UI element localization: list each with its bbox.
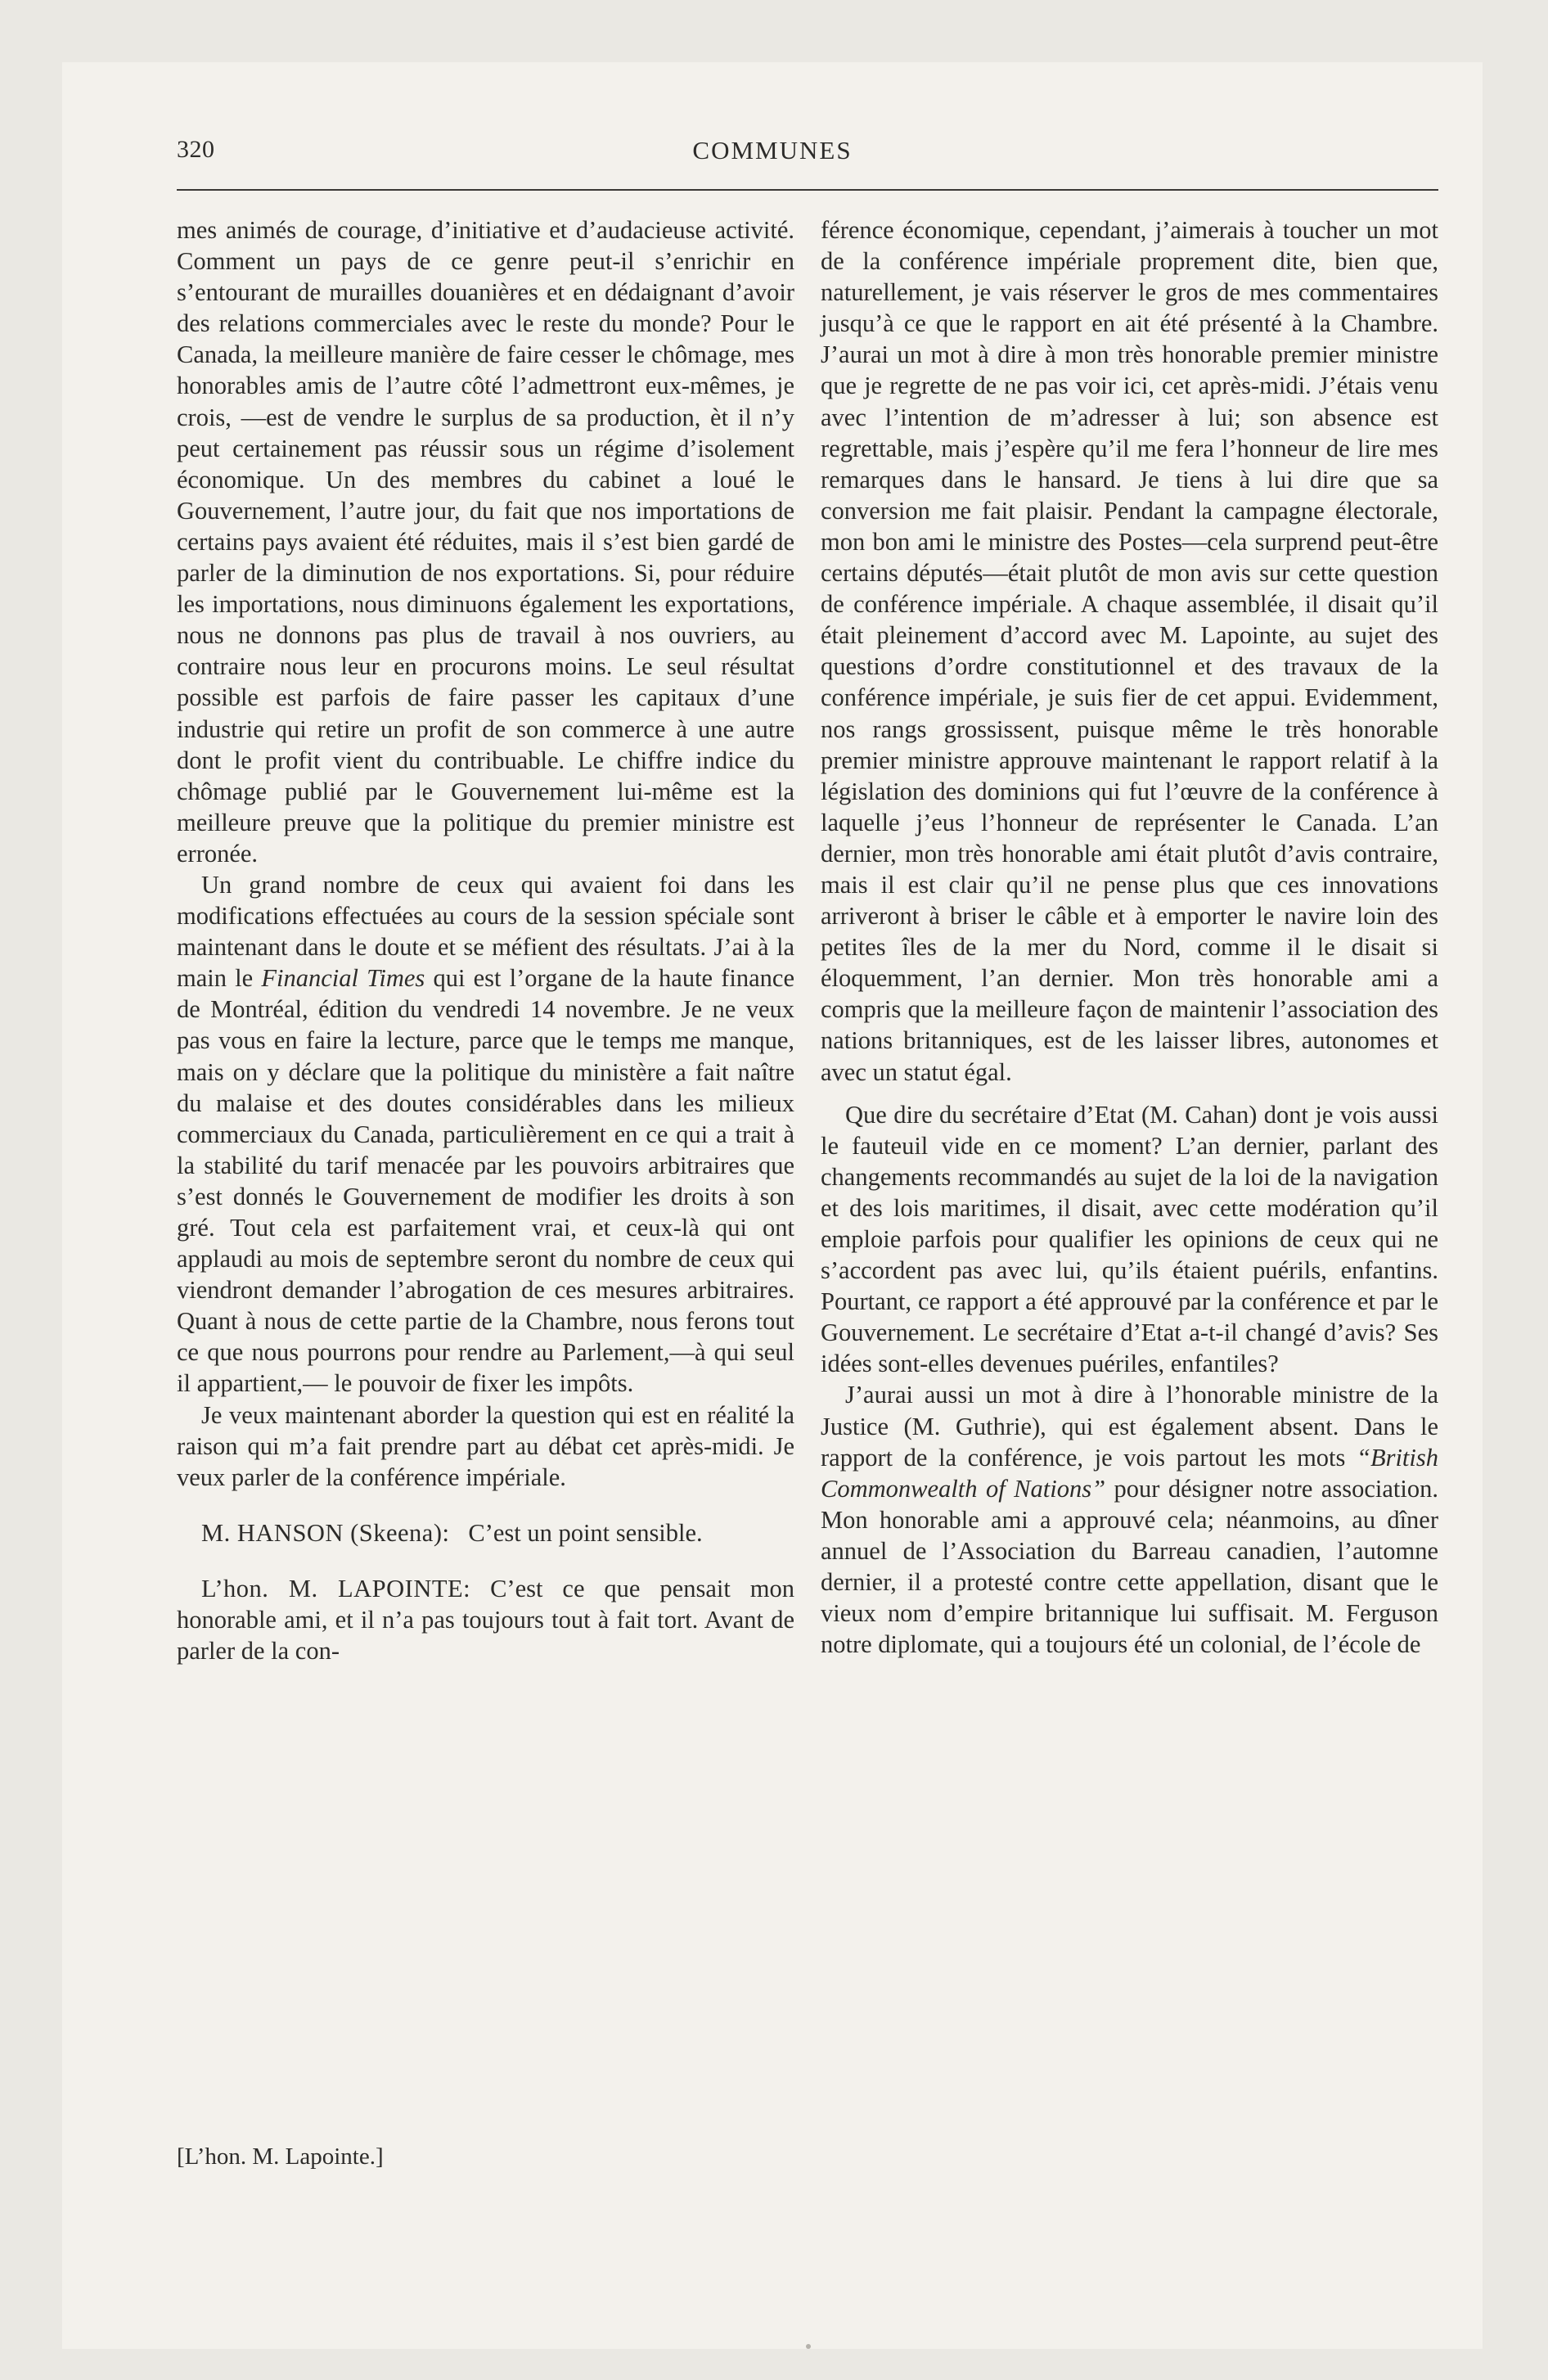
- scanned-page: [62, 62, 1483, 2349]
- right-column: [821, 214, 1438, 1660]
- page-number: 320: [177, 136, 215, 163]
- paragraph: Que dire du secrétaire d’Etat (M. Cahan) dont je vois aussi le fauteuil vide en ce moment? L’an dernier, parlant des changements recommandés au sujet de la loi de la navigation et des lois maritimes, il disait, avec cette modération qu’il emploie parfois pour qualifier les opinions de ceux qui ne s’accordent pas avec lui, qu’ils étaient puérils, enfantins. Pourtant, ce rapport a été approuvé par la conférence et par le Gouvernement. Le secrétaire d’Etat a-t-il changé d’avis? Ses idées sont-elles devenues puériles, enfantiles?: [821, 1100, 1438, 1378]
- quoted-term: “British Commonwealth of Nations”: [821, 1443, 1438, 1503]
- paragraph: férence économique, cependant, j’aimerais à toucher un mot de la conférence impériale proprement dite, bien que, naturellement, je vais réserver le gros de mes commentaires jusqu’à ce que le rapport en ait été présenté à la Chambre. J’aurai un mot à dire à mon très honorable premier ministre que je regrette de ne pas voir ici, cet après-midi. J’étais venu avec l’intention de m’adresser à lui; son absence est regrettable, mais j’espère qu’il me fera l’honneur de lire mes remarques dans le hansard. Je tiens à lui dire que sa conversion me fait plaisir. Pendant la campagne électorale, mon bon ami le ministre des Postes—cela surprend peut-être certains députés—était plutôt de mon avis sur cette question de conférence impériale. A chaque assemblée, il disait qu’il était pleinement d’accord avec M. Lapointe, au sujet des questions d’ordre constitutionnel et des travaux de la conférence impériale, je suis fier de cet appui. Evidemment, nos rangs grossissent, puisque même le très honorable premier ministre approuve maintenant le rapport relatif à la législation des dominions qui fut l’œuvre de la conférence à laquelle j’eus l’honneur de représenter le Canada. L’an dernier, mon très honorable ami était plutôt d’avis contraire, mais il est clair qu’il ne pense plus que ces innovations arriveront à briser le câble et à emporter le navire loin des petites îles de la mer du Nord, comme il le disait si éloquemment, l’an dernier. Mon très honorable ami a compris que la meilleure façon de maintenir l’association des nations britanniques, est de les laisser libres, autonomes et avec un statut égal.: [821, 216, 1438, 1086]
- speech-hanson: M. HANSON (Skeena): C’est un point sensible.: [201, 1518, 703, 1547]
- paragraph: mes animés de courage, d’initiative et d’audacieuse activité. Comment un pays de ce genre peut-il s’enrichir en s’entourant de murailles douanières et en dédaignant d’avoir des relations commerciales avec le reste du monde? Pour le Canada, la meilleure manière de faire cesser le chômage, mes honorables amis de l’autre côté l’admettront eux-mêmes, je crois, —est de vendre le surplus de sa production, èt il n’y peut certainement pas réussir sous un régime d’isolement économique. Un des membres du cabinet a loué le Gouvernement, l’autre jour, du fait que nos importations de certains pays avaient été réduites, mais il s’est bien gardé de parler de la diminution de nos exportations. Si, pour réduire les importations, nous diminuons également les exportations, nous ne donnons pas plus de travail à nos ouvriers, au contraire nous leur en procurons moins. Le seul résultat possible est parfois de faire passer les capitaux d’une industrie qui retire un profit de son commerce à une autre dont le profit vient du contribuable. Le chiffre indice du chômage publié par le Gouvernement lui-même est la meilleure preuve que la politique du premier ministre est erronée.: [177, 216, 794, 868]
- speaker-name: M. HANSON (Skeena):: [201, 1518, 450, 1547]
- paragraph: J’aurai aussi un mot à dire à l’honorable ministre de la Justice (M. Guthrie), qui est également absent. Dans le rapport de la conférence, je vois partout les mots “British Commonwealth of Nations” pour désigner notre association. Mon honorable ami a approuvé cela; néanmoins, au dîner annuel de l’Association du Barreau canadien, l’automne dernier, il a protesté contre cette appellation, disant que le vieux nom d’empire britannique lui suffisait. M. Ferguson notre diplomate, qui a toujours été un colonial, de l’école de: [821, 1381, 1438, 1659]
- paragraph: Je veux maintenant aborder la question qui est en réalité la raison qui m’a fait prendre part au débat cet après-midi. Je veux parler de la conférence impériale.: [177, 1400, 794, 1491]
- speaker-footer: [L’hon. M. Lapointe.]: [177, 2143, 384, 2170]
- speaker-name: L’hon. M. LAPOINTE:: [201, 1574, 471, 1602]
- speech-lapointe: L’hon. M. LAPOINTE: C’est ce que pensait mon honorable ami, et il n’a pas toujours tout à fait tort. Avant de parler de la con-: [177, 1574, 795, 1666]
- header-rule: [177, 189, 1438, 191]
- paper-speck: [806, 2344, 811, 2349]
- running-title: COMMUNES: [692, 136, 853, 165]
- paragraph: Un grand nombre de ceux qui avaient foi dans les modifications effectuées au cours de la session spéciale sont maintenant dans le doute et se méfient des résultats. J’ai à la main le Financial Times qui est l’organe de la haute finance de Montréal, édition du vendredi 14 novembre. Je ne veux pas vous en faire la lecture, parce que le temps me manque, mais on y déclare que la politique du ministère a fait naître du malaise et des doutes considérables dans les milieux commerciaux du Canada, particulièrement en ce qui a trait à la stabilité du tarif menacée par les pouvoirs arbitraires que s’est donnés le Gouvernement de modifier les droits à son gré. Tout cela est parfaitement vrai, et ceux-là qui ont applaudi au mois de septembre seront du nombre de ceux qui viendront demander l’abrogation de ces mesures arbitraires. Quant à nous de cette partie de la Chambre, nous ferons tout ce que nous pourrons pour rendre au Parlement,—à qui seul il appartient,— le pouvoir de fixer les impôts.: [177, 870, 794, 1398]
- left-column: [177, 214, 794, 1666]
- publication-title: Financial Times: [261, 964, 425, 993]
